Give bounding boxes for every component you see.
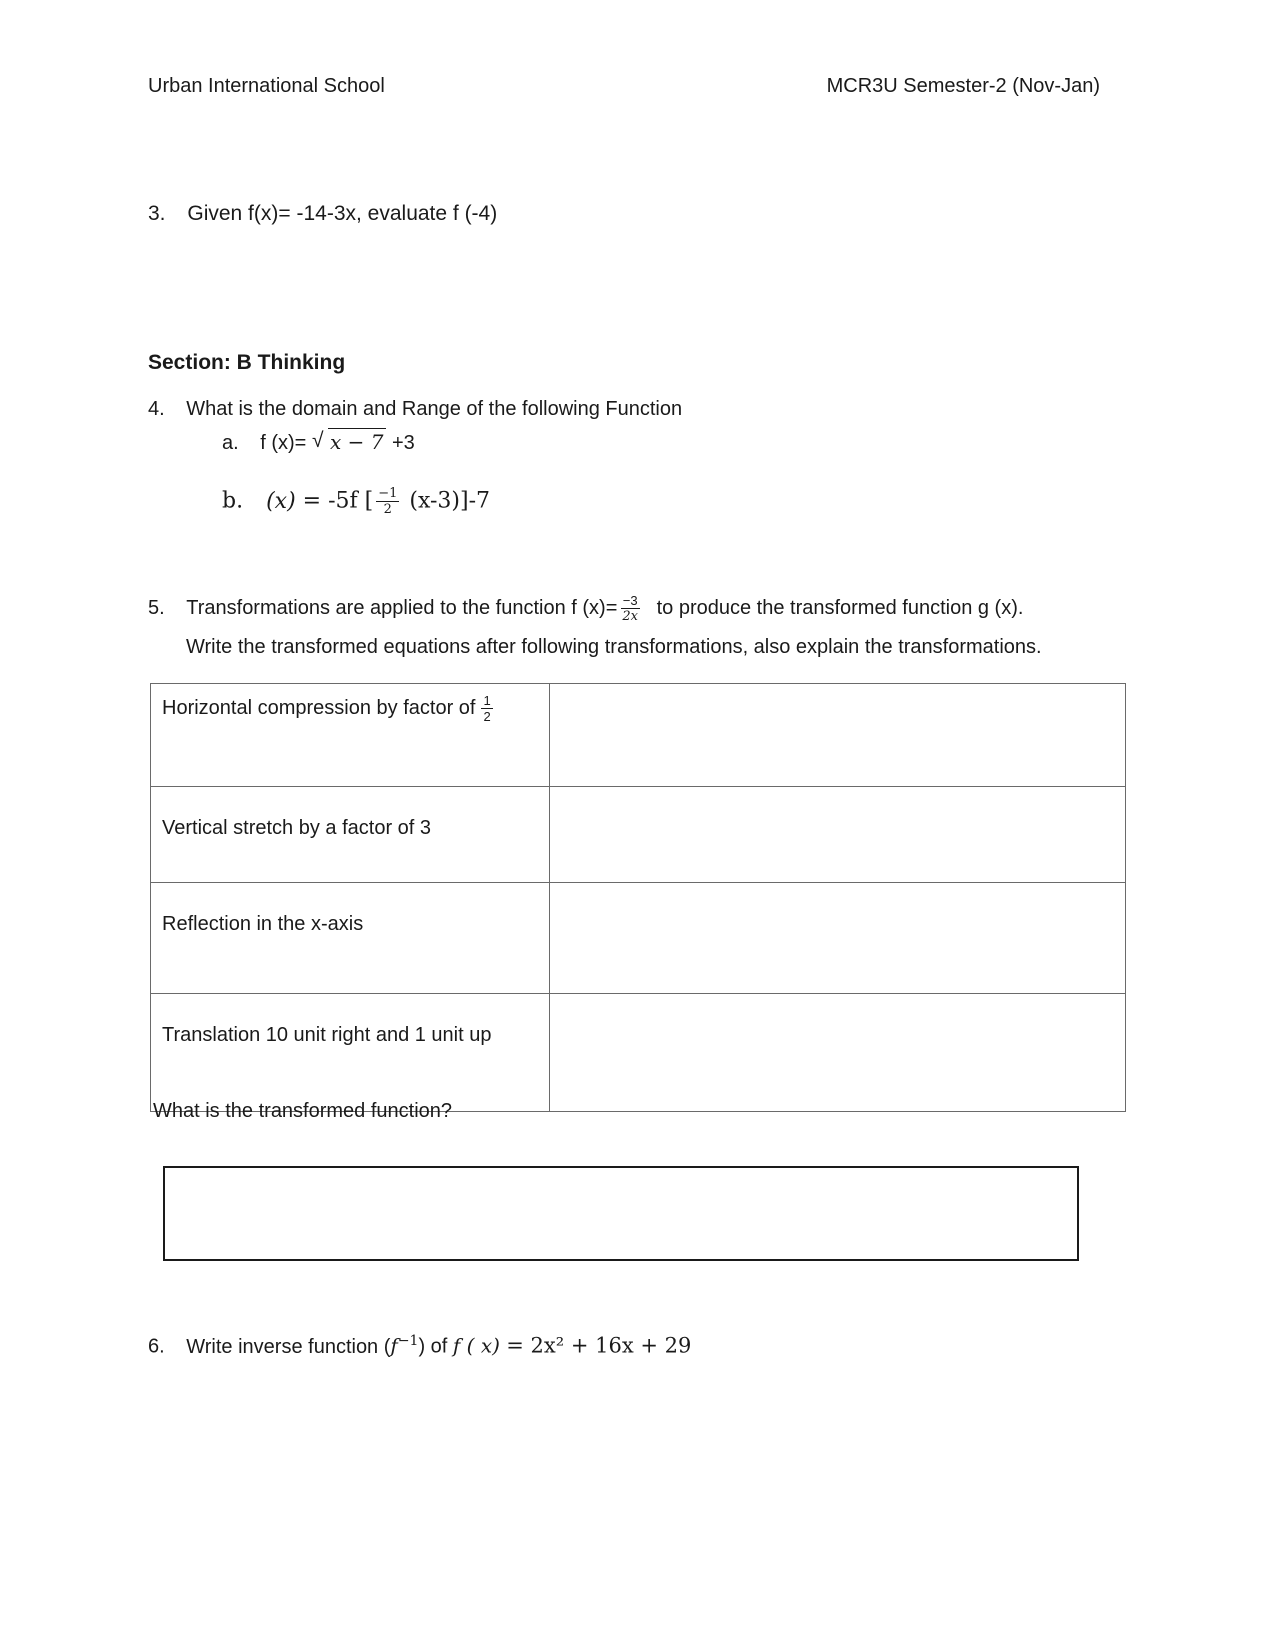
transformation-answer-cell[interactable] — [550, 787, 1126, 883]
question-4a-suffix: +3 — [391, 432, 415, 454]
transformation-answer[interactable] — [550, 684, 1125, 694]
question-3-text: Given f(x)= -14-3x, evaluate f (-4) — [187, 202, 498, 225]
transformation-answer-cell[interactable] — [550, 994, 1126, 1112]
question-5-line2: Write the transformed equations after following transformations, also explain the transformations. — [186, 636, 1042, 658]
transformations-table — [150, 683, 1126, 1112]
transformation-label: Translation 10 unit right and 1 unit up — [162, 1024, 492, 1046]
transformation-label-cell — [151, 994, 550, 1112]
transformation-answer-cell[interactable] — [550, 684, 1126, 787]
fraction-denominator: 2 — [383, 502, 392, 517]
table-row — [151, 883, 1126, 994]
transformation-answer[interactable] — [550, 883, 1125, 913]
question-4-text: What is the domain and Range of the following Function — [186, 398, 683, 420]
question-4a-label: a. — [222, 432, 239, 454]
question-6-text2: ) of — [418, 1335, 453, 1358]
question-4b-eq: = -5f [ — [295, 488, 374, 514]
transformation-label-cell — [151, 883, 550, 994]
function-symbol: f — [452, 1333, 461, 1358]
fraction-minus-three-over-2x — [620, 594, 640, 623]
table-row — [151, 994, 1126, 1112]
function-expression: = 2x² + 16x + 29 — [506, 1333, 692, 1358]
question-3-number: 3. — [148, 202, 166, 225]
question-4b-label: b. — [222, 488, 244, 514]
question-5-text-after: to produce the transformed function g (x). — [656, 596, 1024, 619]
inverse-function-symbol: f — [390, 1333, 398, 1358]
transformed-function-question: What is the transformed function? — [153, 1100, 453, 1122]
question-5 — [148, 594, 1023, 623]
inverse-exponent: −1 — [397, 1333, 419, 1349]
header-school: Urban International School — [148, 75, 385, 97]
fraction-denominator: 2 — [483, 709, 491, 724]
radicand: x − 7 — [328, 428, 386, 454]
question-4b-rest: (x-3)]-7 — [402, 488, 491, 514]
question-5-number: 5. — [148, 596, 165, 619]
transformation-label: Vertical stretch by a factor of 3 — [162, 817, 432, 839]
question-5-text-before: Transformations are applied to the function f (x)= — [186, 596, 618, 619]
question-4b-lhs: (x) — [266, 488, 296, 514]
fraction-numerator: −1 — [378, 486, 398, 501]
question-4a-prefix: f (x)= — [260, 432, 307, 454]
table-row — [151, 787, 1126, 883]
transformation-answer[interactable] — [550, 994, 1125, 1024]
fraction-one-half — [481, 694, 492, 723]
section-b-title: Section: B Thinking — [148, 351, 346, 374]
fraction-minus-one-half — [376, 487, 399, 516]
question-3 — [148, 203, 497, 224]
transformation-label-cell — [151, 684, 550, 787]
question-4-number: 4. — [148, 398, 165, 420]
transformation-label: Reflection in the x-axis — [162, 913, 364, 935]
function-argument: ( x) — [460, 1333, 507, 1358]
table-row — [151, 684, 1126, 787]
transformation-label: Horizontal compression by factor of — [162, 696, 476, 719]
transformed-function-answer-box[interactable] — [163, 1166, 1079, 1261]
fraction-denominator: 2x — [622, 609, 639, 624]
question-6 — [148, 1334, 691, 1357]
transformation-label-cell — [151, 787, 550, 883]
square-root — [312, 432, 386, 453]
question-4b — [222, 487, 490, 516]
fraction-numerator: −3 — [622, 593, 638, 608]
header-course: MCR3U Semester-2 (Nov-Jan) — [826, 75, 1100, 97]
question-4 — [148, 399, 682, 419]
question-6-number: 6. — [148, 1335, 165, 1358]
transformation-answer[interactable] — [550, 787, 1125, 817]
question-4a — [222, 432, 415, 453]
transformation-answer-cell[interactable] — [550, 883, 1126, 994]
question-6-text: Write inverse function ( — [186, 1335, 391, 1358]
fraction-numerator: 1 — [483, 693, 491, 708]
